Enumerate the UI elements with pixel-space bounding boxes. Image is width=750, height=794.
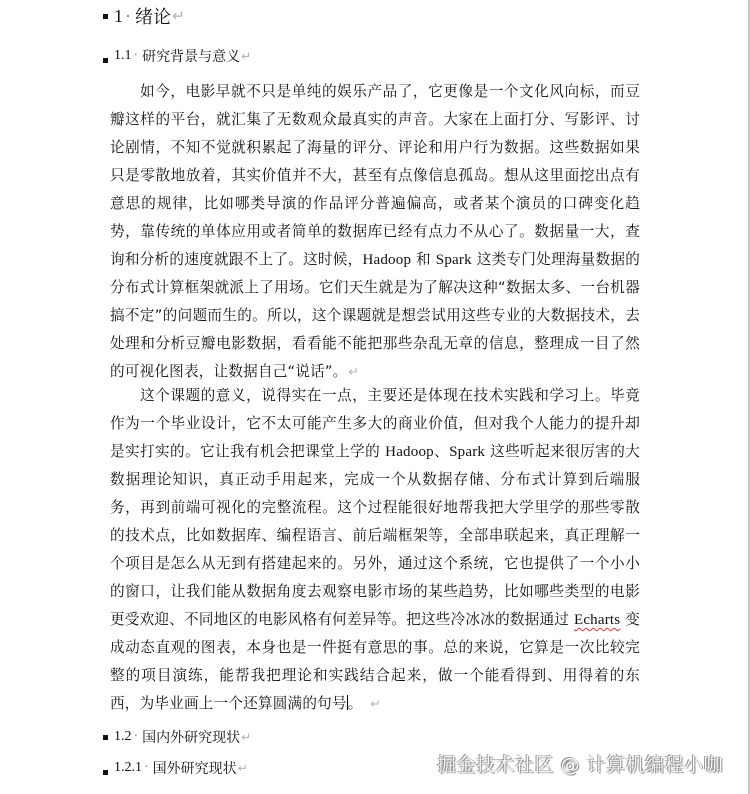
text-run: 和 (411, 251, 436, 268)
text-run-latin: Spark (435, 252, 472, 268)
text-run: 如今，电影早就不只是单纯的娱乐产品了，它更像是一个文化风向标，而豆瓣这样的平台，就汇集了无数观众最真实的声音。大家在上面打分、写影评、讨论剧情，不知不觉就积累起了海量的评分、评论和用户行为数据。这些数据如果只是零散地放着，其实价值并不大，甚至有点像信息孤岛。想从这里面挖出点有意思的规律，比如哪类导演的作品评分普遍偏高，或者某个演员的口碑变化趋势，靠传统的单体应用或者简单的数据库已经有点力不从心了。数据量一大，查询和分析的速度就跟不上了。这时候， (110, 83, 640, 268)
text-run: 这个课题的意义，说得实在一点，主要还是体现在技术实践和学习上。毕竟作为一个毕业设计，它不太可能产生多大的商业价值，但对我个人能力的提升却是实打实的。它让我有机会把课堂上学的 (110, 387, 640, 460)
heading-1-2-status[interactable] (103, 727, 251, 747)
watermark: 掘金技术社区 @ 计算机编程小咖 (437, 754, 724, 776)
text-run-latin: Hadoop (385, 444, 434, 460)
heading-1-1-background[interactable] (103, 46, 251, 66)
heading-bullet-icon (103, 770, 108, 775)
text-run-latin: Spark (449, 444, 486, 460)
text-run: 、 (433, 443, 450, 460)
text-run: 变成动态直观的图表，本身也是一件挺有意思的事。总的来说，它算是一次比较完整的项目演练，能帮我把理论和实践结合起来，做一个能看得到、用得着的东西，为毕业画上一个还算圆满的句号 (110, 611, 640, 712)
paragraph-mark-icon: ↵ (241, 49, 252, 63)
heading-text: 国外研究现状 (152, 761, 237, 777)
heading-bullet-icon (103, 58, 108, 63)
body-paragraph-1[interactable] (110, 78, 640, 386)
paragraph-mark-icon: ↵ (241, 730, 252, 744)
paragraph-mark-icon: ↵ (237, 761, 248, 775)
heading-text: 国内外研究现状 (142, 730, 241, 746)
heading-bullet-icon (103, 735, 108, 740)
paragraph-mark-icon: ↵ (370, 696, 382, 711)
heading-text: 研究背景与意义 (142, 49, 241, 65)
spellcheck-flagged-word[interactable]: Echarts (573, 612, 621, 628)
heading-number: 1.2.1 · (114, 760, 153, 776)
text-run: 这类专门处理海量数据的分布式计算框架就派上了用场。它们天生就是为了解决这种“数据太多、一台机器搞不定”的问题而生的。所以，这个课题就是想尝试用这些专业的大数据技术，去处理和分析豆瓣电影数据，看看能不能把那些杂乱无章的信息，整理成一目了然的可视化图表，让数据自己“说话”。 (110, 251, 640, 380)
heading-number: 1.1 · (114, 48, 142, 64)
paragraph-mark-icon: ↵ (172, 7, 185, 25)
heading-text: 绪论 (135, 7, 171, 28)
text-run: 。 (347, 695, 363, 712)
heading-number: 1 · (114, 6, 135, 27)
heading-number: 1.2 · (114, 729, 142, 745)
heading-bullet-icon (103, 14, 108, 19)
paragraph-mark-icon: ↵ (348, 364, 360, 379)
heading-1-introduction[interactable] (103, 3, 185, 29)
text-run-latin: Hadoop (362, 252, 412, 268)
body-paragraph-2[interactable] (110, 382, 640, 718)
heading-1-2-1-foreign[interactable] (103, 758, 248, 778)
text-run: 这些听起来很厉害的大数据理论知识，真正动手用起来，完成一个从数据存储、分布式计算到后端服务，再到前端可视化的完整流程。这个过程能很好地帮我把大学里学的那些零散的技术点，比如数据库、编程语言、前后端框架等，全部串联起来，真正理解一个项目是怎么从无到有搭建起来的。另外，通过这个系统，它也提供了一个小小的窗口，让我们能从数据角度去观察电影市场的某些趋势，比如哪些类型的电影更受欢迎、不同地区的电影风格有何差异等。把这些冷冰冰的数据通过 (110, 443, 640, 628)
